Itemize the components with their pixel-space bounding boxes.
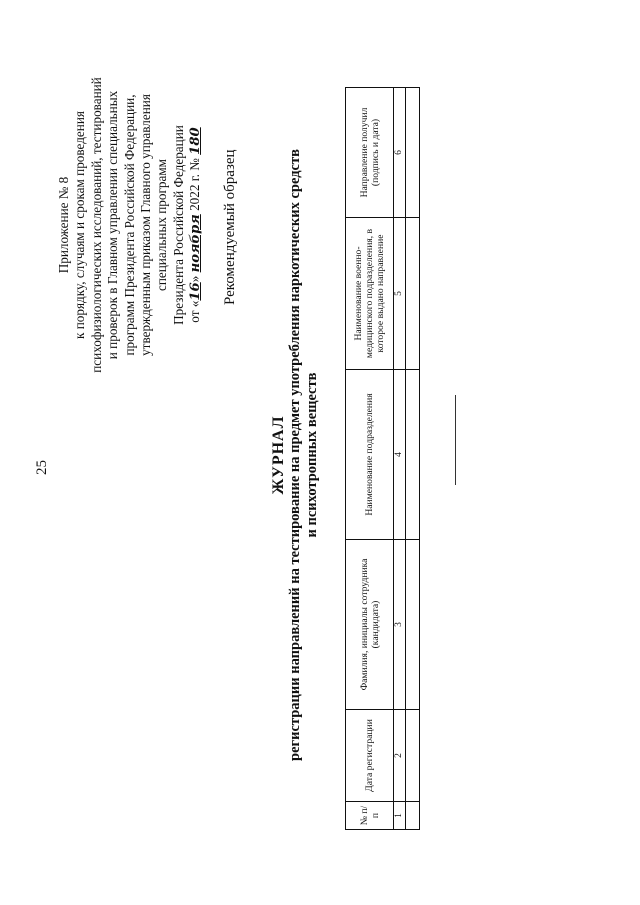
journal-subtitle-line2: и психотропных веществ bbox=[304, 372, 320, 538]
appendix-line: и проверок в Главном управлении специальных bbox=[105, 90, 121, 360]
appendix-line: к порядку, случаям и срокам проведения bbox=[72, 111, 88, 339]
table-cell bbox=[406, 710, 420, 802]
journal-subtitle-line1: регистрации направлений на тестирование на предмет употребления наркотических средств bbox=[287, 149, 303, 761]
appendix-block bbox=[56, 55, 205, 395]
journal-title bbox=[270, 45, 321, 865]
appendix-line: специальных программ bbox=[154, 158, 170, 292]
handwritten-number: 180 bbox=[188, 127, 204, 155]
table-cell bbox=[406, 218, 420, 370]
column-number: 5 bbox=[394, 218, 406, 370]
journal-table bbox=[345, 87, 420, 830]
column-header: Наименование военно-медицинского подразделения, в которое выдано направление bbox=[346, 218, 394, 370]
appendix-line: психофизиологических исследований, тестирований bbox=[88, 77, 104, 373]
column-header: Дата регистрации bbox=[346, 710, 394, 802]
column-header: Фамилия, инициалы сотрудника (кандидата) bbox=[346, 540, 394, 710]
page-number: 25 bbox=[34, 460, 50, 475]
date-year: 2022 г. № bbox=[187, 158, 203, 211]
table-header-row bbox=[346, 88, 394, 830]
column-header: № п/п bbox=[346, 802, 394, 830]
column-number: 1 bbox=[394, 802, 406, 830]
table-cell bbox=[406, 370, 420, 540]
column-number: 3 bbox=[394, 540, 406, 710]
table-row bbox=[406, 88, 420, 830]
date-prefix: от « bbox=[187, 300, 203, 323]
column-number-row bbox=[394, 88, 406, 830]
column-header: Наименование подразделения bbox=[346, 370, 394, 540]
table-cell bbox=[406, 540, 420, 710]
date-mid: » bbox=[187, 275, 203, 283]
column-number: 2 bbox=[394, 710, 406, 802]
appendix-line: утвержденным приказом Главного управления bbox=[138, 94, 154, 356]
handwritten-day: 16 bbox=[188, 282, 204, 301]
handwritten-month: ноября bbox=[188, 214, 204, 273]
journal-heading: ЖУРНАЛ bbox=[270, 415, 287, 495]
recommended-sample-label: Рекомендуемый образец bbox=[222, 149, 238, 305]
column-number: 4 bbox=[394, 370, 406, 540]
table-cell bbox=[406, 802, 420, 830]
appendix-line: Президента Российской Федерации bbox=[170, 125, 186, 325]
table-cell bbox=[406, 88, 420, 218]
column-number: 6 bbox=[394, 88, 406, 218]
divider-line bbox=[455, 395, 456, 485]
appendix-line: программ Президента Российской Федерации, bbox=[121, 94, 137, 356]
order-date-line bbox=[187, 55, 204, 395]
column-header: Направление получил (подпись и дата) bbox=[346, 88, 394, 218]
appendix-line: Приложение № 8 bbox=[56, 176, 71, 274]
